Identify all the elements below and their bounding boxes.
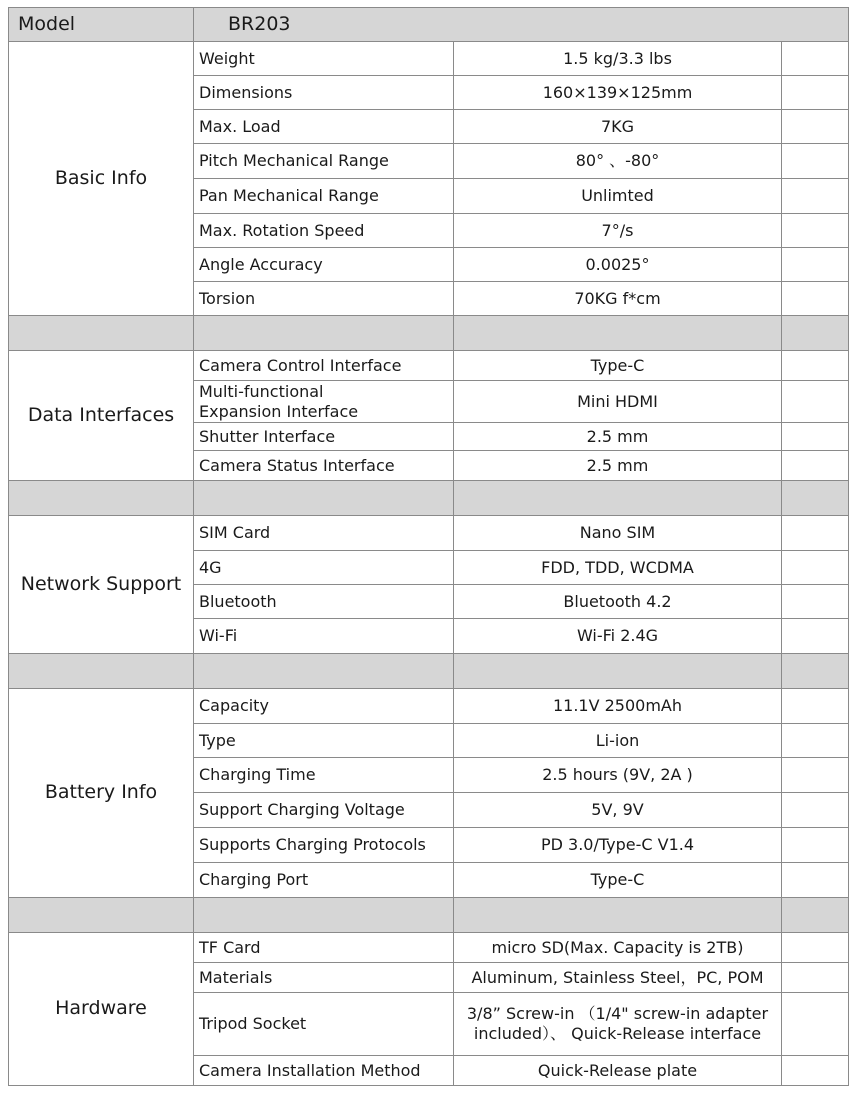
spec-label: Type — [194, 724, 454, 758]
empty-cell — [782, 248, 849, 282]
hardware-group-label: Hardware — [9, 933, 194, 1086]
empty-cell — [782, 110, 849, 144]
basic-info-group-label: Basic Info — [9, 42, 194, 316]
empty-cell — [782, 793, 849, 828]
spec-label: Support Charging Voltage — [194, 793, 454, 828]
spec-value: micro SD(Max. Capacity is 2TB) — [454, 933, 782, 963]
empty-cell — [782, 689, 849, 724]
spec-value: 2.5 mm — [454, 423, 782, 451]
separator-cell — [454, 316, 782, 351]
separator-cell — [782, 898, 849, 933]
spec-table-body — [9, 8, 849, 1086]
separator-cell — [782, 654, 849, 689]
spec-value: 80° 、-80° — [454, 144, 782, 179]
network-support-group-label: Network Support — [9, 516, 194, 654]
spec-value: 5V, 9V — [454, 793, 782, 828]
basic-info-row — [9, 42, 849, 76]
spec-value: 2.5 mm — [454, 451, 782, 481]
empty-cell — [782, 179, 849, 214]
separator-cell — [194, 481, 454, 516]
spec-value: 7KG — [454, 110, 782, 144]
separator-cell — [454, 481, 782, 516]
empty-cell — [782, 993, 849, 1056]
empty-cell — [782, 724, 849, 758]
spec-value: FDD, TDD, WCDMA — [454, 551, 782, 585]
empty-cell — [782, 381, 849, 423]
spec-label: Charging Time — [194, 758, 454, 793]
separator-cell — [194, 898, 454, 933]
empty-cell — [782, 863, 849, 898]
data-interfaces-row — [9, 351, 849, 381]
spec-value: Aluminum, Stainless Steel，PC, POM — [454, 963, 782, 993]
empty-cell — [782, 423, 849, 451]
separator-cell — [194, 316, 454, 351]
separator-cell — [782, 481, 849, 516]
spec-label: Camera Installation Method — [194, 1056, 454, 1086]
spec-value: 70KG f*cm — [454, 282, 782, 316]
spec-label: Charging Port — [194, 863, 454, 898]
section-separator-row — [9, 898, 849, 933]
spec-value: 7°/s — [454, 214, 782, 248]
spec-value: Bluetooth 4.2 — [454, 585, 782, 619]
empty-cell — [782, 963, 849, 993]
spec-value: Li-ion — [454, 724, 782, 758]
separator-cell — [194, 654, 454, 689]
spec-label: Multi-functional Expansion Interface — [194, 381, 454, 423]
spec-label: Shutter Interface — [194, 423, 454, 451]
spec-value: 0.0025° — [454, 248, 782, 282]
empty-cell — [782, 282, 849, 316]
separator-cell — [782, 316, 849, 351]
spec-value: 2.5 hours (9V, 2A ) — [454, 758, 782, 793]
model-value: BR203 — [194, 8, 849, 42]
spec-value: Type-C — [454, 863, 782, 898]
spec-label: Camera Control Interface — [194, 351, 454, 381]
spec-value: Wi-Fi 2.4G — [454, 619, 782, 654]
spec-label: 4G — [194, 551, 454, 585]
spec-label: Camera Status Interface — [194, 451, 454, 481]
spec-label: SIM Card — [194, 516, 454, 551]
separator-cell — [9, 654, 194, 689]
spec-label: Tripod Socket — [194, 993, 454, 1056]
separator-cell — [9, 316, 194, 351]
empty-cell — [782, 758, 849, 793]
network-support-row — [9, 516, 849, 551]
spec-label: Pitch Mechanical Range — [194, 144, 454, 179]
spec-label: Materials — [194, 963, 454, 993]
spec-label: Angle Accuracy — [194, 248, 454, 282]
empty-cell — [782, 351, 849, 381]
model-label: Model — [9, 8, 194, 42]
empty-cell — [782, 144, 849, 179]
empty-cell — [782, 1056, 849, 1086]
empty-cell — [782, 585, 849, 619]
spec-label: Pan Mechanical Range — [194, 179, 454, 214]
empty-cell — [782, 214, 849, 248]
separator-cell — [454, 654, 782, 689]
spec-value: 1.5 kg/3.3 lbs — [454, 42, 782, 76]
spec-label: Torsion — [194, 282, 454, 316]
spec-label: Bluetooth — [194, 585, 454, 619]
spec-label: Capacity — [194, 689, 454, 724]
spec-value: Quick-Release plate — [454, 1056, 782, 1086]
spec-label: Weight — [194, 42, 454, 76]
spec-value: Unlimted — [454, 179, 782, 214]
spec-label: Supports Charging Protocols — [194, 828, 454, 863]
empty-cell — [782, 619, 849, 654]
empty-cell — [782, 42, 849, 76]
model-header-row — [9, 8, 849, 42]
empty-cell — [782, 933, 849, 963]
empty-cell — [782, 828, 849, 863]
spec-value: 160×139×125mm — [454, 76, 782, 110]
hardware-row — [9, 933, 849, 963]
spec-label: Max. Rotation Speed — [194, 214, 454, 248]
spec-value: Mini HDMI — [454, 381, 782, 423]
empty-cell — [782, 551, 849, 585]
battery-info-group-label: Battery Info — [9, 689, 194, 898]
spec-label: Dimensions — [194, 76, 454, 110]
empty-cell — [782, 516, 849, 551]
spec-label: Max. Load — [194, 110, 454, 144]
section-separator-row — [9, 316, 849, 351]
separator-cell — [9, 481, 194, 516]
data-interfaces-group-label: Data Interfaces — [9, 351, 194, 481]
spec-value: Type-C — [454, 351, 782, 381]
spec-label: Wi-Fi — [194, 619, 454, 654]
spec-value: PD 3.0/Type-C V1.4 — [454, 828, 782, 863]
battery-info-row — [9, 689, 849, 724]
spec-value: 3/8” Screw-in （1/4" screw-in adapter included）、 Quick-Release interface — [454, 993, 782, 1056]
empty-cell — [782, 451, 849, 481]
section-separator-row — [9, 481, 849, 516]
spec-label: TF Card — [194, 933, 454, 963]
section-separator-row — [9, 654, 849, 689]
spec-table — [8, 7, 849, 1086]
empty-cell — [782, 76, 849, 110]
spec-value: Nano SIM — [454, 516, 782, 551]
spec-value: 11.1V 2500mAh — [454, 689, 782, 724]
separator-cell — [454, 898, 782, 933]
separator-cell — [9, 898, 194, 933]
